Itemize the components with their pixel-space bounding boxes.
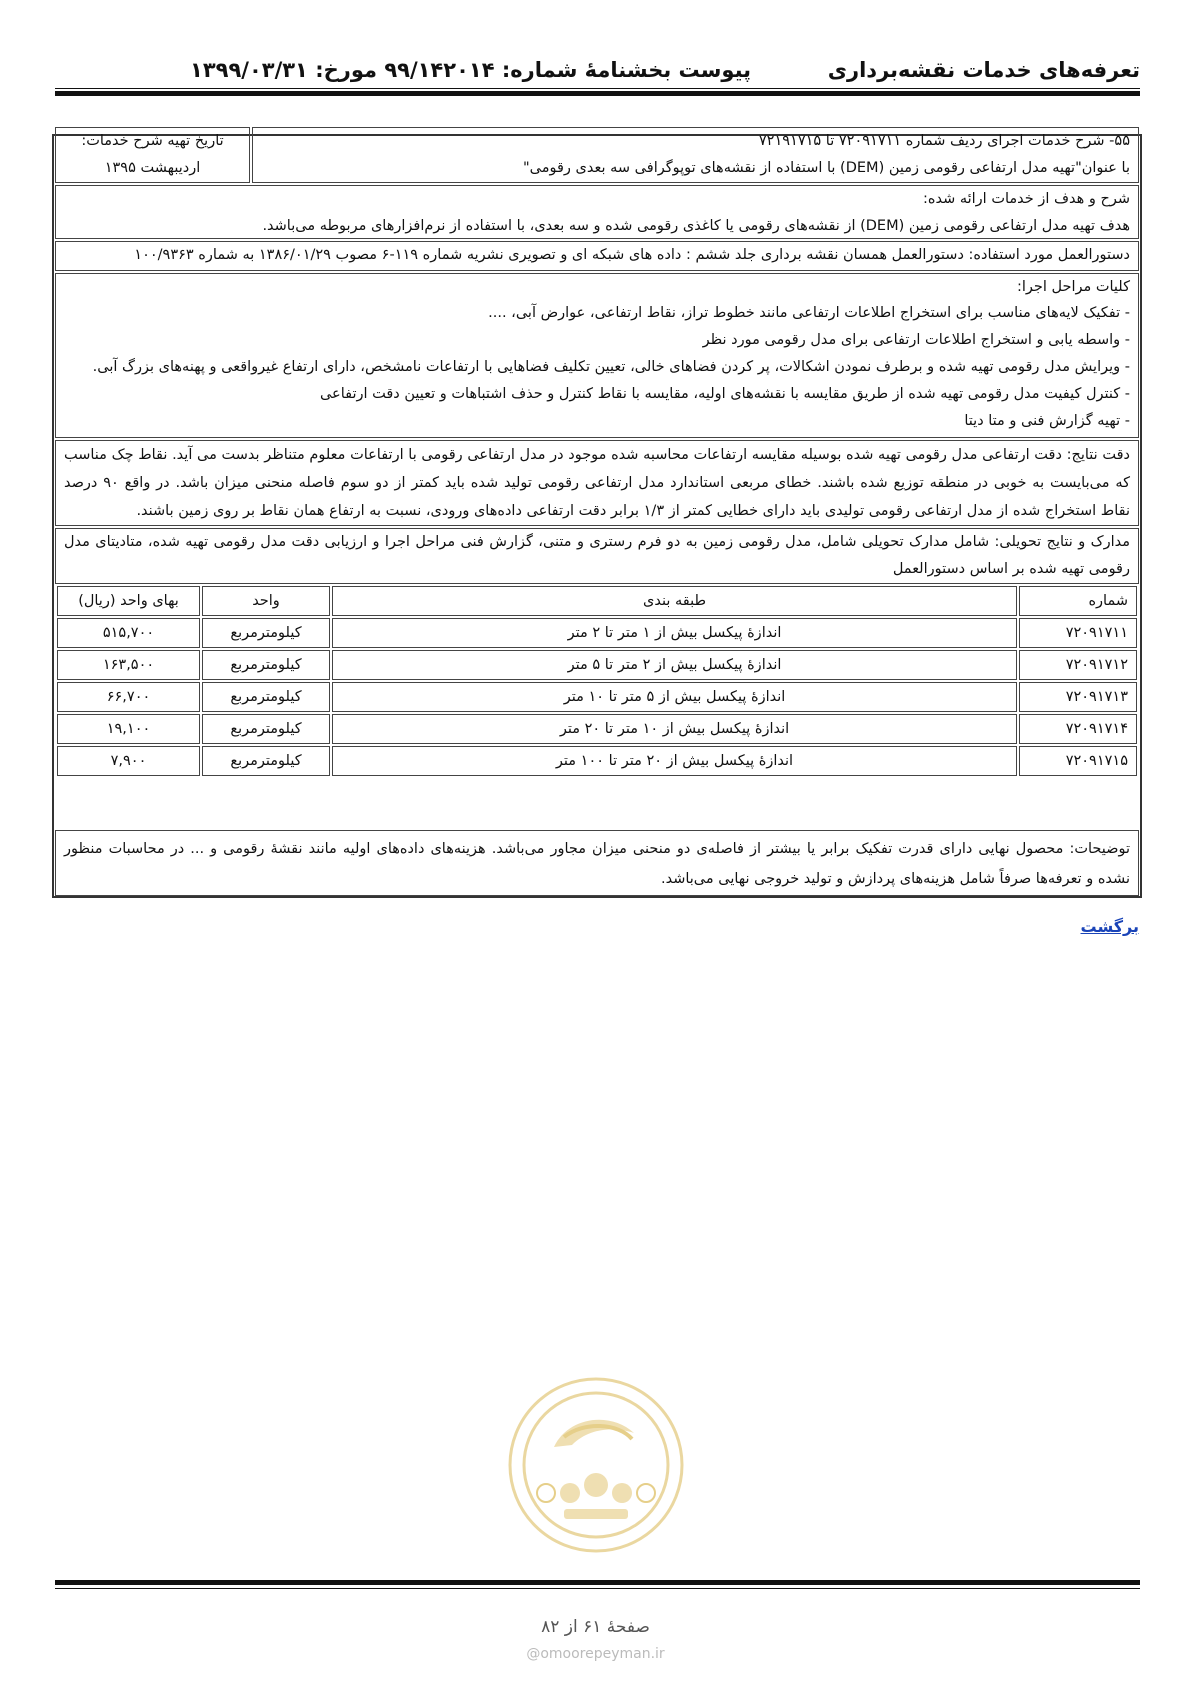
footer-rule-thick [55, 1580, 1140, 1585]
accuracy-line: دقت نتایج: دقت ارتفاعی مدل رقومی تهیه شده بوسیله مقایسه ارتفاعات محاسبه شده موجود در مدل ارتفاعی رقومی با ارتفاعات معلوم متناظر بدست می آید. نقاط چک مناسب [64, 447, 1130, 463]
service-title-line2: با عنوان"تهیه مدل ارتفاعی رقومی زمین (DEM) با استفاده از نقشه‌های توپوگرافی سه بعدی رقومی" [522, 160, 1130, 176]
table-header-row [57, 586, 1137, 616]
row-price: ۶۶,۷۰۰ [57, 682, 200, 712]
back-link[interactable]: برگشت [1080, 917, 1139, 936]
row-unit: کیلومترمربع [202, 746, 330, 776]
instruction-text: دستورالعمل مورد استفاده: دستورالعمل همسان نقشه برداری جلد ششم : داده های شبکه ای و تصویری نشریه شماره ۱۱۹-۶ مصوب ۱۳۸۶/۰۱/۲۹ به شماره ۱۰۰/۹۳۶۳ [134, 247, 1130, 263]
header-rule-thin [55, 88, 1140, 89]
row-number: ۷۲۰۹۱۷۱۱ [1019, 618, 1137, 648]
header-rule-thick [55, 91, 1140, 96]
header-classification: طبقه بندی [332, 586, 1017, 616]
notes-section [55, 830, 1139, 896]
step-item: - تفکیک لایه‌های مناسب برای استخراج اطلاعات ارتفاعی مانند خطوط تراز، نقاط ارتفاعی، عوارض آبی، .... [488, 305, 1130, 321]
goal-text: هدف تهیه مدل ارتفاعی رقومی زمین (DEM) از نقشه‌های رقومی یا کاغذی رقومی شده و سه بعدی، با استفاده از نرم‌افزارهای مربوطه می‌باشد. [262, 218, 1130, 234]
row-classification: اندازۀ پیکسل بیش از ۱۰ متر تا ۲۰ متر [332, 714, 1017, 744]
circular-reference: پیوست بخشنامۀ شماره: ۹۹/۱۴۲۰۱۴ مورخ: ۱۳۹۹/۰۳/۳۱ [190, 58, 752, 82]
row-classification: اندازۀ پیکسل بیش از ۱ متر تا ۲ متر [332, 618, 1017, 648]
page-header [55, 58, 1140, 88]
instruction-section [55, 241, 1139, 271]
row-number: ۷۲۰۹۱۷۱۴ [1019, 714, 1137, 744]
service-title-cell [252, 127, 1139, 183]
row-unit: کیلومترمربع [202, 618, 330, 648]
row-classification: اندازۀ پیکسل بیش از ۵ متر تا ۱۰ متر [332, 682, 1017, 712]
deliverables-line: مدارک و نتایج تحویلی: شامل مدارک تحویلی شامل، مدل رقومی زمین به دو فرم رستری و متنی، گزارش فنی مراحل اجرا و ارزیابی دقت مدل رقومی تهیه شده، متادیتای مدل [64, 534, 1130, 550]
document-title: تعرفه‌های خدمات نقشه‌برداری [827, 58, 1140, 82]
row-price: ۷,۹۰۰ [57, 746, 200, 776]
row-number: ۷۲۰۹۱۷۱۲ [1019, 650, 1137, 680]
row-price: ۱۹,۱۰۰ [57, 714, 200, 744]
date-value: اردیبهشت ۱۳۹۵ [104, 160, 201, 176]
step-item: - تهیه گزارش فنی و متا دیتا [964, 413, 1130, 429]
accuracy-line: که می‌بایست به خوبی در منطقه توزیع شده باشند. خطای مربعی استاندارد مدل ارتفاعی رقومی تولید شده باید کمتر از دو سوم فاصله منحنی میزان باشد. در واقع ۹۰ درصد [64, 475, 1130, 491]
row-number: ۷۲۰۹۱۷۱۵ [1019, 746, 1137, 776]
accuracy-section [55, 440, 1139, 526]
step-item: - ویرایش مدل رقومی تهیه شده و برطرف نمودن اشکالات، پر کردن فضاهای خالی، تعیین تکلیف فضاهایی با ارتفاعات نامشخص، دارای ارتفاع غیرواقعی و پهنه‌های بزرگ آبی. [92, 359, 1130, 375]
deliverables-section [55, 528, 1139, 584]
row-price: ۵۱۵,۷۰۰ [57, 618, 200, 648]
table-row [57, 714, 1137, 744]
page-number: صفحۀ ۶۱ از ۸۲ [541, 1617, 650, 1637]
website-watermark: @omoorepeyman.ir [526, 1646, 665, 1662]
steps-label: کلیات مراحل اجرا: [1016, 279, 1130, 295]
footer-rule-thin [55, 1588, 1140, 1589]
date-label: تاریخ تهیه شرح خدمات: [81, 133, 224, 149]
goal-label: شرح و هدف از خدمات ارائه شده: [922, 191, 1130, 207]
table-row [57, 650, 1137, 680]
steps-section [55, 273, 1139, 438]
row-price: ۱۶۳,۵۰۰ [57, 650, 200, 680]
service-title-line1: ۵۵- شرح خدمات اجرای ردیف شماره ۷۲۰۹۱۷۱۱ تا ۷۲۱۹۱۷۱۵ [758, 133, 1130, 149]
header-number: شماره [1019, 586, 1137, 616]
row-unit: کیلومترمربع [202, 682, 330, 712]
deliverables-line: رقومی تهیه شده بر اساس دستورالعمل [892, 561, 1130, 577]
row-number: ۷۲۰۹۱۷۱۳ [1019, 682, 1137, 712]
row-unit: کیلومترمربع [202, 650, 330, 680]
table-row [57, 618, 1137, 648]
row-classification: اندازۀ پیکسل بیش از ۲ متر تا ۵ متر [332, 650, 1017, 680]
table-row [57, 746, 1137, 776]
row-classification: اندازۀ پیکسل بیش از ۲۰ متر تا ۱۰۰ متر [332, 746, 1017, 776]
notes-line: نشده و تعرفه‌ها صرفاً شامل هزینه‌های پردازش و تولید خروجی نهایی می‌باشد. [660, 871, 1130, 887]
accuracy-line: نقاط استخراج شده از مدل ارتفاعی رقومی تولیدی باید دارای خطایی کمتر از ۱/۳ برابر دقت ارتفاعی داده‌های ورودی، نسبت به ارتفاع همان نقاط بر روی زمین باشند. [136, 503, 1130, 519]
row-unit: کیلومترمربع [202, 714, 330, 744]
notes-line: توضیحات: محصول نهایی دارای قدرت تفکیک برابر یا بیشتر از فاصله‌ی دو منحنی میزان مجاور می‌باشد. هزینه‌های داده‌های اولیه مانند نقشۀ رقومی و ... در محاسبات منظور [64, 841, 1130, 857]
header-price: بهای واحد (ریال) [57, 586, 200, 616]
step-item: - واسطه یابی و استخراج اطلاعات ارتفاعی برای مدل رقومی مورد نظر [702, 332, 1130, 348]
table-row [57, 682, 1137, 712]
step-item: - کنترل کیفیت مدل رقومی تهیه شده از طریق مقایسه با نقشه‌های اولیه، مقایسه با نقاط کنترل و حذف اشتباهات و تعیین دقت ارتفاعی [319, 386, 1130, 402]
header-unit: واحد [202, 586, 330, 616]
omoorepeyman-seal-watermark [506, 1375, 686, 1555]
service-date-cell [55, 127, 250, 183]
price-table [55, 584, 1139, 778]
goal-section [55, 185, 1139, 239]
